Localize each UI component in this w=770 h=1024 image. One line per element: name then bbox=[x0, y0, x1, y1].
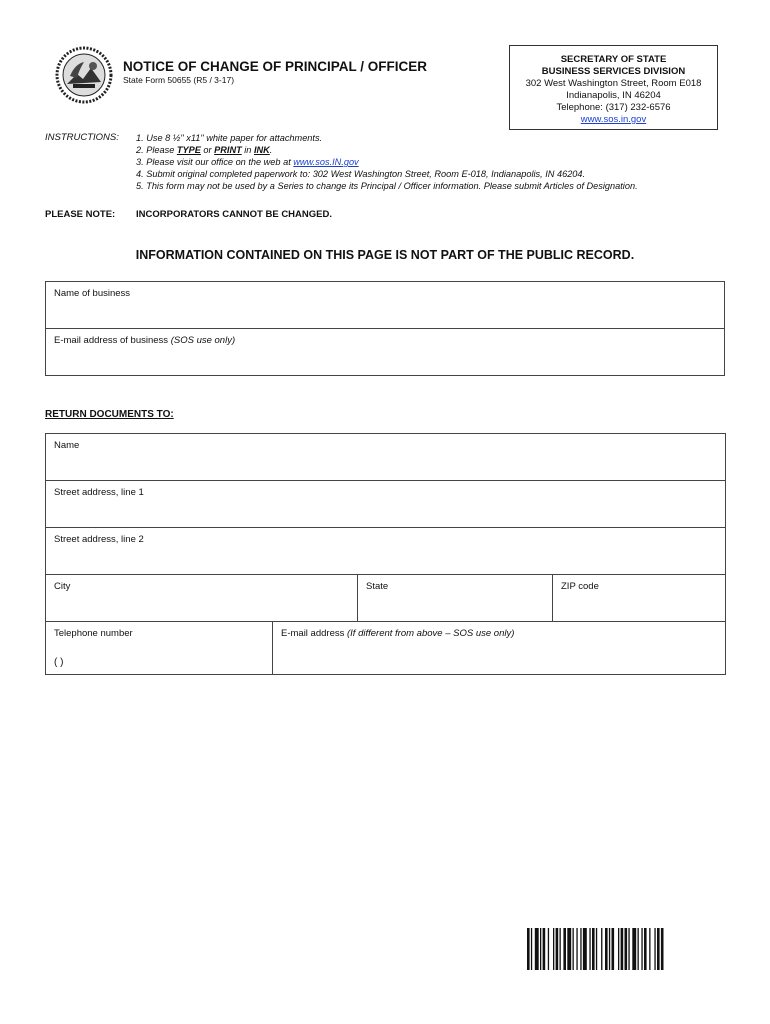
state-seal-icon bbox=[55, 46, 113, 104]
instruction-text: in bbox=[241, 145, 254, 155]
zip-field[interactable] bbox=[553, 575, 726, 622]
instruction-item-5: 5. This form may not be used by a Series to change its Principal / Officer information. Please submit Articles of Designation. bbox=[136, 181, 638, 191]
field-label: City bbox=[54, 581, 71, 592]
street-line1-field[interactable] bbox=[46, 481, 726, 528]
return-address-table bbox=[45, 433, 726, 675]
agency-line1: SECRETARY OF STATE bbox=[560, 54, 667, 65]
area-code-parens: ( ) bbox=[54, 657, 64, 668]
field-label: Name bbox=[54, 440, 80, 451]
return-documents-heading: RETURN DOCUMENTS TO: bbox=[45, 409, 174, 420]
instruction-item-1: 1. Use 8 ½" x11" white paper for attachments. bbox=[136, 133, 323, 143]
return-name-field[interactable] bbox=[46, 434, 726, 481]
instructions-label: INSTRUCTIONS: bbox=[45, 132, 119, 143]
field-label: E-mail address bbox=[281, 628, 345, 639]
field-label: E-mail address of business bbox=[54, 335, 169, 346]
business-email-field[interactable] bbox=[46, 329, 725, 376]
field-label: State bbox=[366, 581, 389, 592]
public-record-banner: INFORMATION CONTAINED ON THIS PAGE IS NOT PART OF THE PUBLIC RECORD. bbox=[135, 248, 635, 262]
field-label: Street address, line 2 bbox=[54, 534, 144, 545]
form-title: NOTICE OF CHANGE OF PRINCIPAL / OFFICER bbox=[123, 59, 428, 74]
please-note-text: INCORPORATORS CANNOT BE CHANGED. bbox=[136, 209, 332, 220]
return-email-field[interactable] bbox=[273, 622, 726, 675]
instruction-item-4: 4. Submit original completed paperwork to: 302 West Washington Street, Room E-018, Indianapolis, IN 46204. bbox=[136, 169, 586, 179]
instruction-emphasis: TYPE bbox=[176, 145, 201, 155]
instruction-text: 2. Please bbox=[136, 145, 177, 155]
barcode-icon bbox=[527, 928, 711, 970]
field-label: Street address, line 1 bbox=[54, 487, 144, 498]
state-field[interactable] bbox=[358, 575, 553, 622]
business-name-field[interactable] bbox=[46, 282, 725, 329]
agency-phone: Telephone: (317) 232-6576 bbox=[556, 102, 671, 113]
agency-website-link[interactable]: www.sos.in.gov bbox=[580, 114, 647, 125]
please-note-label: PLEASE NOTE: bbox=[45, 209, 116, 220]
field-label: Telephone number bbox=[54, 628, 133, 639]
street-line2-field[interactable] bbox=[46, 528, 726, 575]
instruction-text: 3. Please visit our office on the web at bbox=[136, 157, 294, 167]
instruction-emphasis: PRINT bbox=[214, 145, 242, 155]
form-number: State Form 50655 (R5 / 3-17) bbox=[123, 75, 235, 85]
instruction-text: . bbox=[269, 145, 273, 155]
instructions-list bbox=[136, 132, 638, 192]
field-label: Name of business bbox=[54, 288, 131, 299]
agency-line2: BUSINESS SERVICES DIVISION bbox=[541, 66, 686, 77]
field-note: (SOS use only) bbox=[170, 335, 236, 346]
telephone-field[interactable] bbox=[46, 622, 273, 675]
field-note: (If different from above – SOS use only) bbox=[347, 628, 515, 639]
field-label: ZIP code bbox=[561, 581, 599, 592]
business-info-table bbox=[45, 281, 725, 376]
instruction-emphasis: INK bbox=[253, 145, 270, 155]
city-field[interactable] bbox=[46, 575, 358, 622]
instruction-item-3 bbox=[136, 156, 638, 168]
agency-address: 302 West Washington Street, Room E018 bbox=[525, 78, 702, 89]
instruction-text: or bbox=[200, 145, 215, 155]
agency-city: Indianapolis, IN 46204 bbox=[566, 90, 661, 101]
agency-box bbox=[509, 45, 718, 130]
website-link[interactable]: www.sos.IN.gov bbox=[293, 157, 359, 167]
instruction-item-2 bbox=[136, 144, 638, 156]
